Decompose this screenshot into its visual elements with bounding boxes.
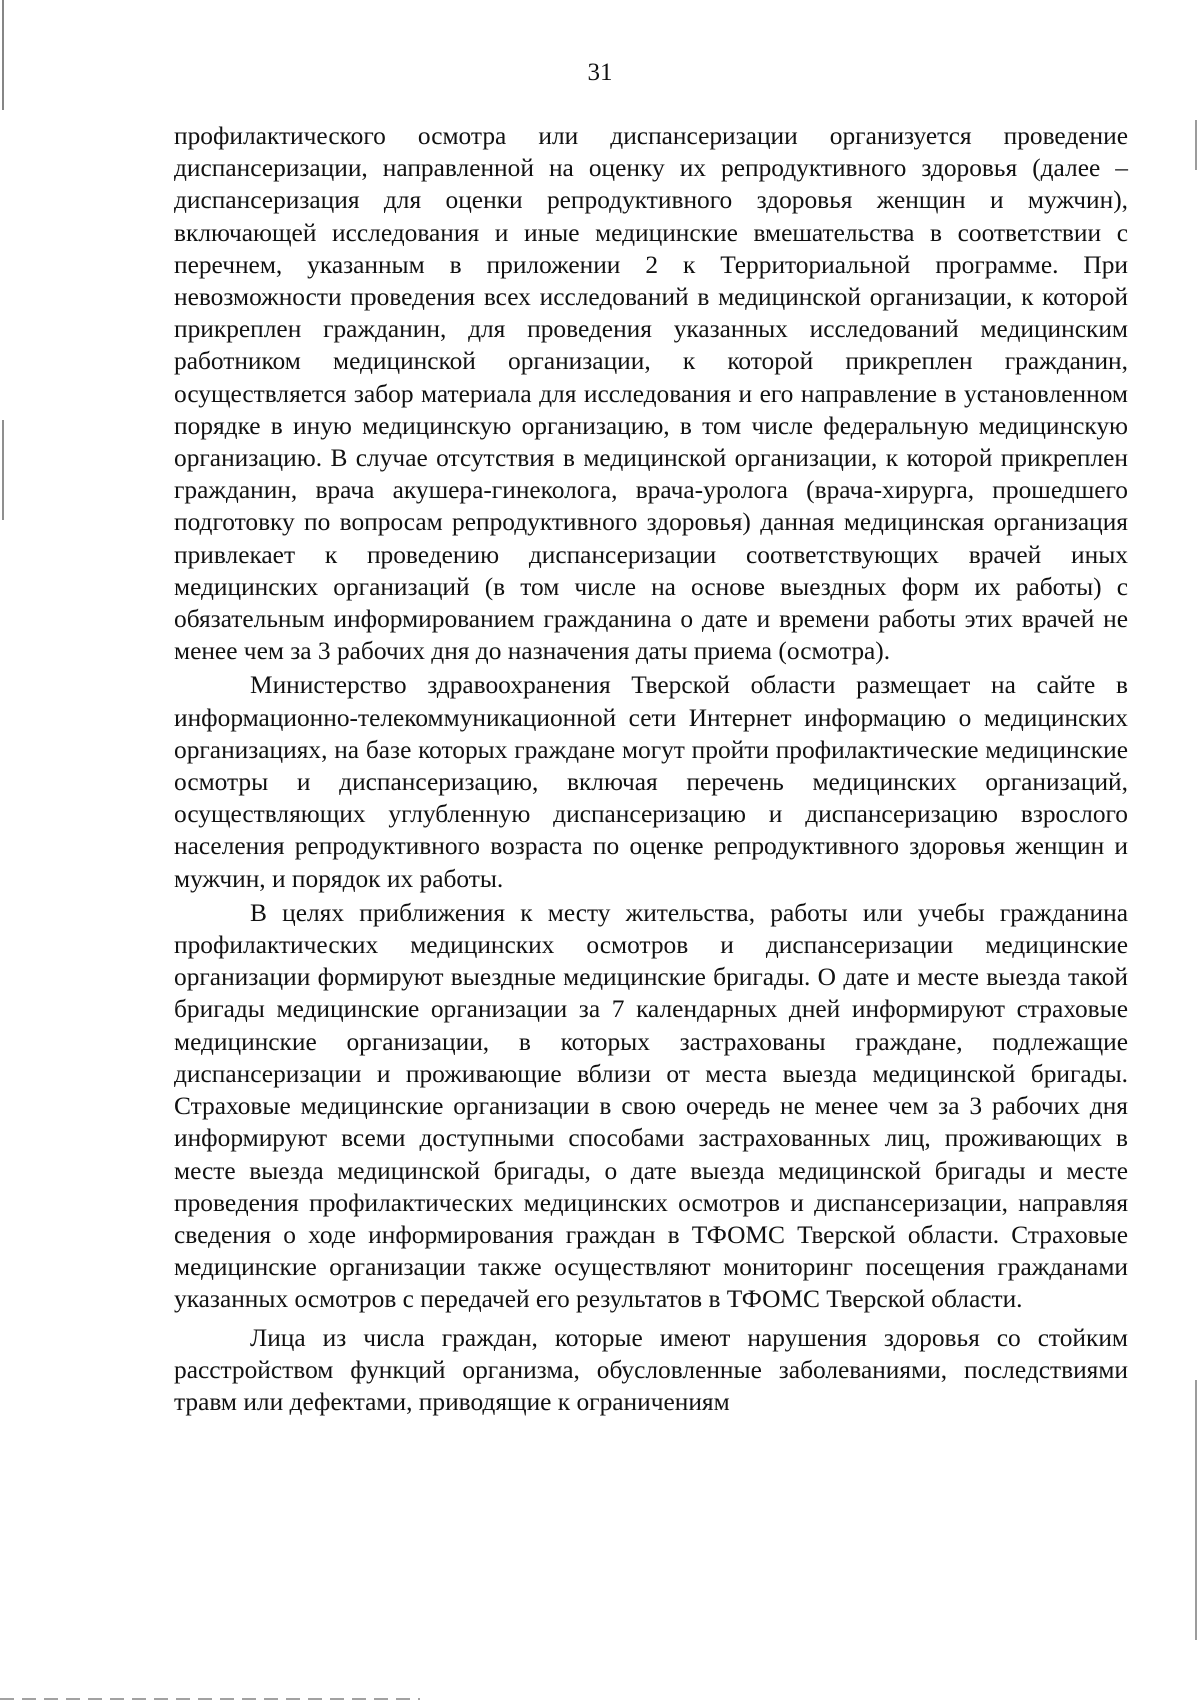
paragraph-disabled-citizens: Лица из числа граждан, которые имеют нарушения здоровья со стойким расстройством функций организма, обусловленные заболеваниями, последствиями травм или дефектами, приводящие к ограничениям (174, 1323, 1128, 1416)
scan-edge-left (2, 0, 4, 1706)
scan-edge-bottom (0, 1698, 420, 1700)
scan-edge-right (1195, 0, 1197, 1706)
paragraph-continuation: профилактического осмотра или диспансеризации организуется проведение диспансеризации, направленной на оценку их репродуктивного здоровья (далее – диспансеризация для оценки репродуктивного здоровья женщин и мужчин), включающей исследования и иные медицинские вмешательства в соответствии с перечнем, указанным в приложении 2 к Территориальной программе. При невозможности проведения всех исследований в медицинской организации, к которой прикреплен гражданин, для проведения указанных исследований медицинским работником медицинской организации, к которой прикреплен гражданин, осуществляется забор материала для исследования и его направление в установленном порядке в иную медицинскую организацию, в том числе федеральную медицинскую организацию. В случае отсутствия в медицинской организации, к которой прикреплен гражданин, врача акушера-гинеколога, врача-уролога (врача-хирурга, прошедшего подготовку по вопросам репродуктивного здоровья) данная медицинская организация привлекает к проведению диспансеризации соответствующих врачей иных медицинских организаций (в том числе на основе выездных форм их работы) с обязательным информированием гражданина о дате и времени работы этих врачей не менее чем за 3 рабочих дня до назначения даты приема (осмотра). (174, 122, 1128, 666)
page-number: 31 (587, 59, 613, 86)
paragraph-mobile-brigades: В целях приближения к месту жительства, работы или учебы гражданина профилактических медицинских осмотров и диспансеризации медицинские организации формируют выездные медицинские бригады. О дате и месте выезда такой бригады медицинские организации за 7 календарных дней информируют страховые медицинские организации, в которых застрахованы граждане, подлежащие диспансеризации и проживающие вблизи от места выезда медицинской бригады. Страховые медицинские организации в свою очередь не менее чем за 3 рабочих дня информируют всеми доступными способами застрахованных лиц, проживающих в месте выезда медицинской бригады, о дате выезда медицинской бригады и месте проведения профилактических медицинских осмотров и диспансеризации, направляя сведения о ходе информирования граждан в ТФОМС Тверской области. Страховые медицинские организации также осуществляют мониторинг посещения гражданами указанных осмотров с передачей его результатов в ТФОМС Тверской области. (174, 898, 1128, 1314)
paragraph-ministry-website: Министерство здравоохранения Тверской области размещает на сайте в информационно-телекоммуникационной сети Интернет информацию о медицинских организациях, на базе которых граждане могут пройти профилактические медицинские осмотры и диспансеризацию, включая перечень медицинских организаций, осуществляющих углубленную диспансеризацию и диспансеризацию взрослого населения репродуктивного возраста по оценке репродуктивного здоровья женщин и мужчин, и порядок их работы. (174, 671, 1128, 893)
document-body (174, 120, 1128, 1418)
